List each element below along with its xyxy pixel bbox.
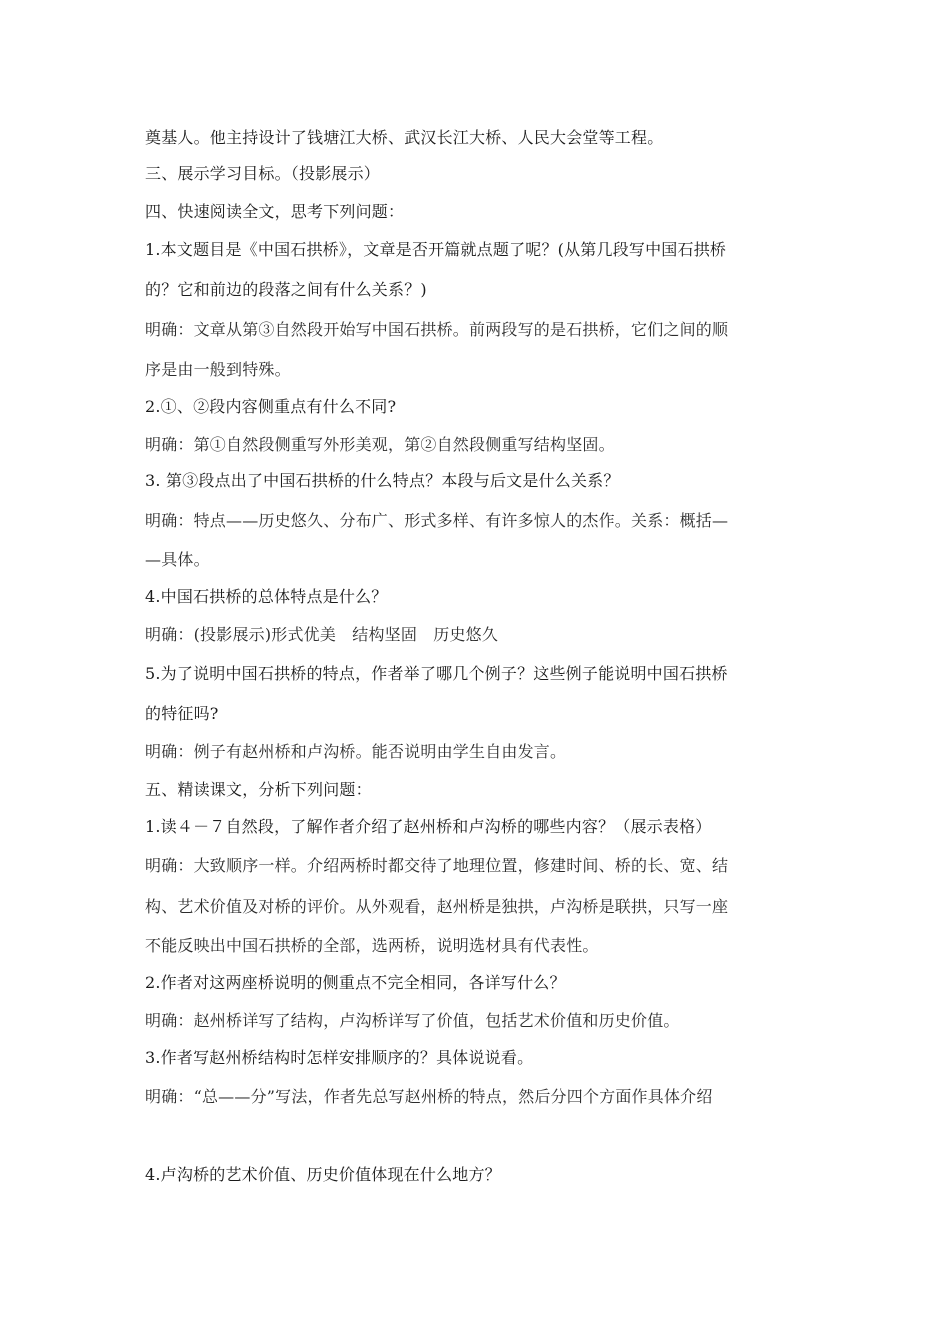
question-line: 5.为了说明中国石拱桥的特点，作者举了哪几个例子？这些例子能说明中国石拱桥 xyxy=(145,664,728,683)
question-line: 1.读４－７自然段，了解作者介绍了赵州桥和卢沟桥的哪些内容？（展示表格） xyxy=(145,817,712,836)
answer-line: 明确：特点——历史悠久、分布广、形式多样、有许多惊人的杰作。关系：概括— xyxy=(145,511,729,530)
text-line: 奠基人。他主持设计了钱塘江大桥、武汉长江大桥、人民大会堂等工程。 xyxy=(145,128,664,147)
answer-line: 构、艺术价值及对桥的评价。从外观看，赵州桥是独拱，卢沟桥是联拱，只写一座 xyxy=(145,897,729,916)
section-heading: 五、精读课文，分析下列问题： xyxy=(145,780,372,799)
question-line: 2.①、②段内容侧重点有什么不同? xyxy=(145,397,397,416)
answer-line: 明确：第①自然段侧重写外形美观，第②自然段侧重写结构坚固。 xyxy=(145,435,615,454)
answer-line: 序是由一般到特殊。 xyxy=(145,360,291,379)
answer-line: 不能反映出中国石拱桥的全部，选两桥，说明选材具有代表性。 xyxy=(145,936,599,955)
question-line: 的？它和前边的段落之间有什么关系？) xyxy=(145,280,427,299)
question-line: 4.卢沟桥的艺术价值、历史价值体现在什么地方？ xyxy=(145,1165,501,1184)
answer-line: 明确：“总——分”写法，作者先总写赵州桥的特点，然后分四个方面作具体介绍 xyxy=(145,1087,713,1106)
question-line: 1.本文题目是《中国石拱桥》，文章是否开篇就点题了呢？(从第几段写中国石拱桥 xyxy=(145,240,727,259)
section-heading: 三、展示学习目标。（投影展示） xyxy=(145,164,381,183)
answer-line: 明确：文章从第③自然段开始写中国石拱桥。前两段写的是石拱桥，它们之间的顺 xyxy=(145,320,729,339)
answer-line: —具体。 xyxy=(145,550,210,569)
question-line: 2.作者对这两座桥说明的侧重点不完全相同，各详写什么？ xyxy=(145,973,566,992)
question-line: 的特征吗? xyxy=(145,704,219,723)
answer-line: 明确：大致顺序一样。介绍两桥时都交待了地理位置，修建时间、桥的长、宽、结 xyxy=(145,856,729,875)
answer-line: 明确：例子有赵州桥和卢沟桥。能否说明由学生自由发言。 xyxy=(145,742,567,761)
answer-line: 明确：(投影展示)形式优美 结构坚固 历史悠久 xyxy=(145,625,499,644)
question-line: 3. 第③段点出了中国石拱桥的什么特点？本段与后文是什么关系？ xyxy=(145,471,620,490)
question-line: 3.作者写赵州桥结构时怎样安排顺序的？具体说说看。 xyxy=(145,1048,534,1067)
answer-line: 明确：赵州桥详写了结构，卢沟桥详写了价值，包括艺术价值和历史价值。 xyxy=(145,1011,680,1030)
question-line: 4.中国石拱桥的总体特点是什么？ xyxy=(145,587,388,606)
section-heading: 四、快速阅读全文，思考下列问题： xyxy=(145,202,405,221)
